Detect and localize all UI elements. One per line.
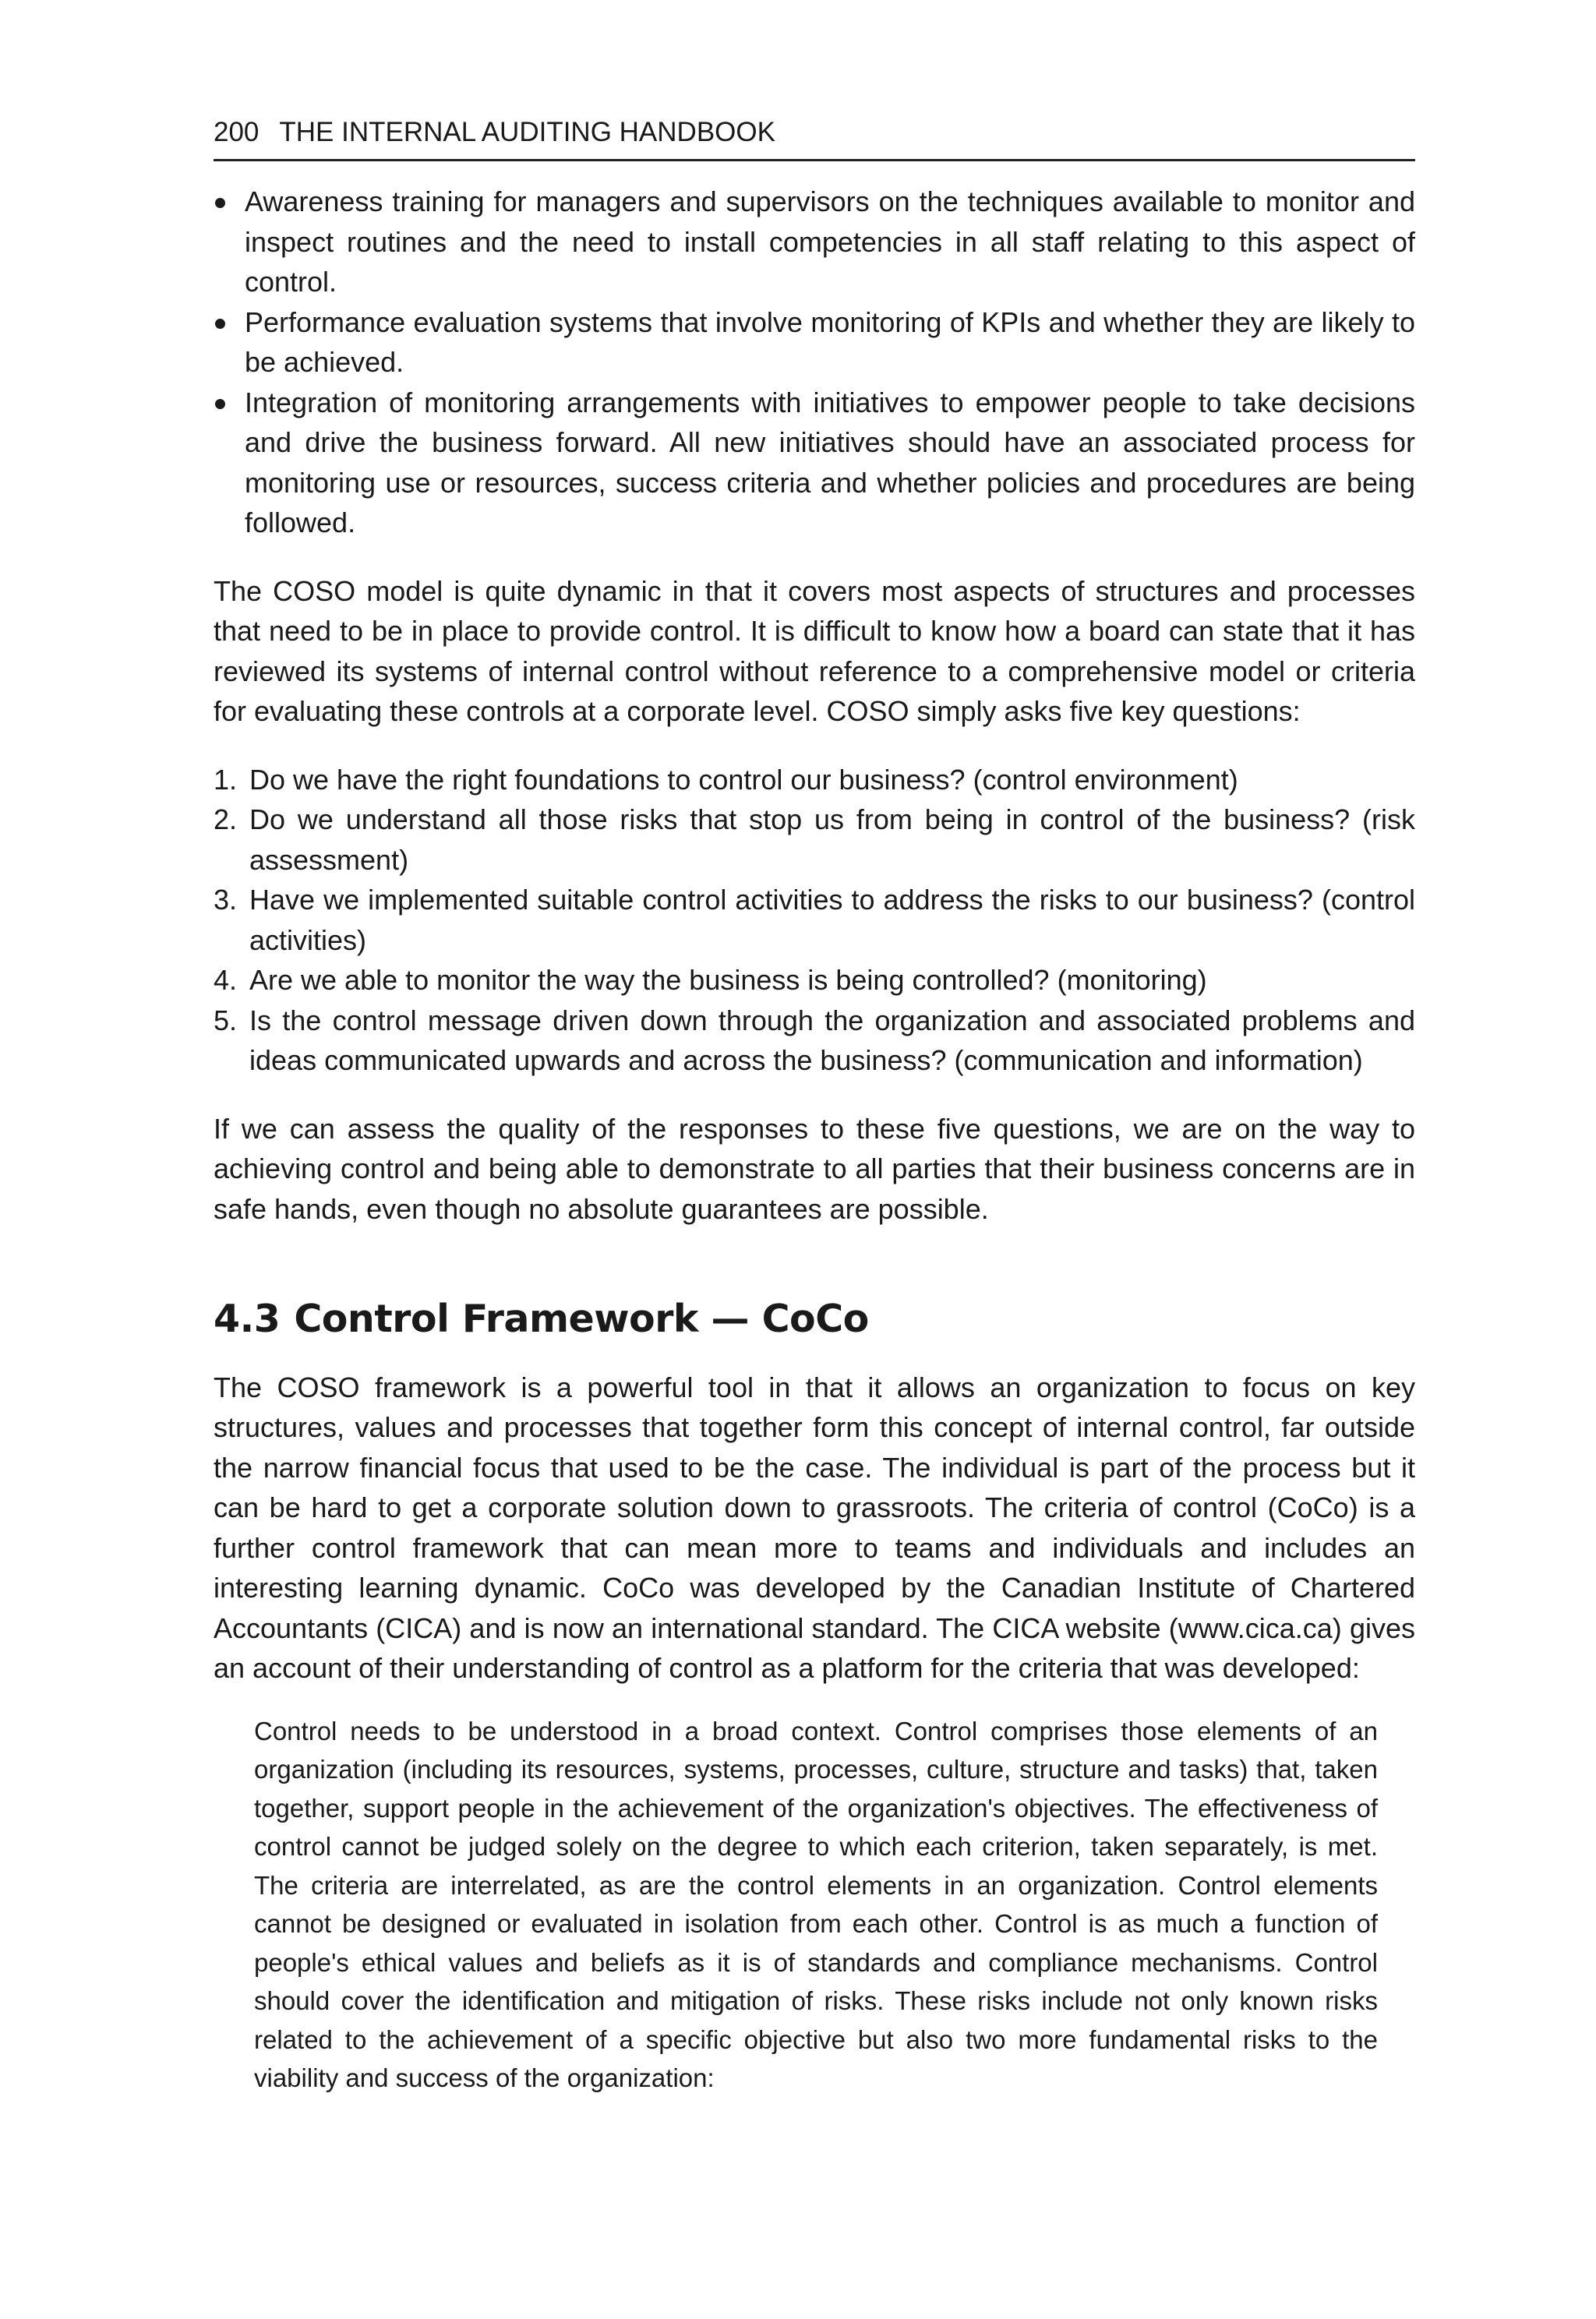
- question-number: 1.: [214, 763, 238, 796]
- list-item: Awareness training for managers and supervisors on the techniques available to monitor and inspect routines and the need to install competencies in all staff relating to this aspect of control.: [214, 182, 1415, 302]
- list-item: Integration of monitoring arrangements with initiatives to empower people to take decisions and drive the business forward. All new initiatives should have an associated process for monitoring use or resources, success criteria and whether policies and procedures are being followed.: [214, 383, 1415, 543]
- list-item: [214, 960, 1415, 1001]
- question-number: 2.: [214, 803, 238, 835]
- question-text: Are we able to monitor the way the business is being controlled? (monitoring): [249, 964, 1207, 996]
- question-text: Do we understand all those risks that stop us from being in control of the business? (risk assessment): [249, 803, 1415, 876]
- monitoring-bullet-list: [214, 182, 1415, 543]
- book-page: [214, 117, 1415, 2098]
- list-item: [214, 1001, 1415, 1081]
- list-item: Performance evaluation systems that involve monitoring of KPIs and whether they are likely to be achieved.: [214, 302, 1415, 383]
- question-number: 5.: [214, 1004, 238, 1036]
- question-number: 4.: [214, 964, 238, 996]
- question-text: Do we have the right foundations to control our business? (control environment): [249, 763, 1238, 796]
- section-heading: [214, 1299, 1415, 1340]
- cica-quote-block: Control needs to be understood in a broad context. Control comprises those elements of an organization (including its resources, systems, processes, culture, structure and tasks) that, taken together, support people in the achievement of the organization's objectives. The effectiveness of control cannot be judged solely on the degree to which each criterion, taken separately, is met. The criteria are interrelated, as are the control elements in an organization. Control elements cannot be designed or evaluated in isolation from each other. Control is as much a function of people's ethical values and beliefs as it is of standards and compliance mechanisms. Control should cover the identification and mitigation of risks. These risks include not only known risks related to the achievement of a specific objective but also two more fundamental risks to the viability and success of the organization:: [254, 1716, 1378, 2092]
- section-title: Control Framework — CoCo: [294, 1297, 869, 1341]
- running-head: [214, 117, 1415, 161]
- question-text: Have we implemented suitable control activities to address the risks to our business? (control activities): [249, 884, 1415, 956]
- list-item: [214, 880, 1415, 960]
- coso-outro-paragraph: If we can assess the quality of the responses to these five questions, we are on the way to achieving control and being able to demonstrate to all parties that their business concerns are in safe hands, even though no absolute guarantees are possible.: [214, 1112, 1415, 1225]
- question-text: Is the control message driven down through the organization and associated problems and ideas communicated upwards and across the business? (communication and information): [249, 1004, 1415, 1076]
- question-number: 3.: [214, 884, 238, 916]
- coso-questions-list: [214, 760, 1415, 1081]
- page-number: 200: [214, 117, 260, 147]
- coso-intro-paragraph: The COSO model is quite dynamic in that it covers most aspects of structures and processes that need to be in place to provide control. It is difficult to know how a board can state that it has reviewed its systems of internal control without reference to a comprehensive model or criteria for evaluating these controls at a corporate level. COSO simply asks five key questions:: [214, 574, 1415, 727]
- list-item: [214, 799, 1415, 880]
- main-text: [214, 182, 1415, 2098]
- book-title: THE INTERNAL AUDITING HANDBOOK: [279, 117, 775, 147]
- coco-intro-paragraph: The COSO framework is a powerful tool in that it allows an organization to focus on key structures, values and processes that together form this concept of internal control, far outside the narrow financial focus that used to be the case. The individual is part of the process but it can be hard to get a corporate solution down to grassroots. The criteria of control (CoCo) is a further control framework that can mean more to teams and individuals and includes an interesting learning dynamic. CoCo was developed by the Canadian Institute of Chartered Accountants (CICA) and is now an international standard. The CICA website (www.cica.ca) gives an account of their understanding of control as a platform for the criteria that was developed:: [214, 1371, 1415, 1684]
- list-item: [214, 760, 1415, 800]
- section-number: 4.3: [214, 1297, 281, 1341]
